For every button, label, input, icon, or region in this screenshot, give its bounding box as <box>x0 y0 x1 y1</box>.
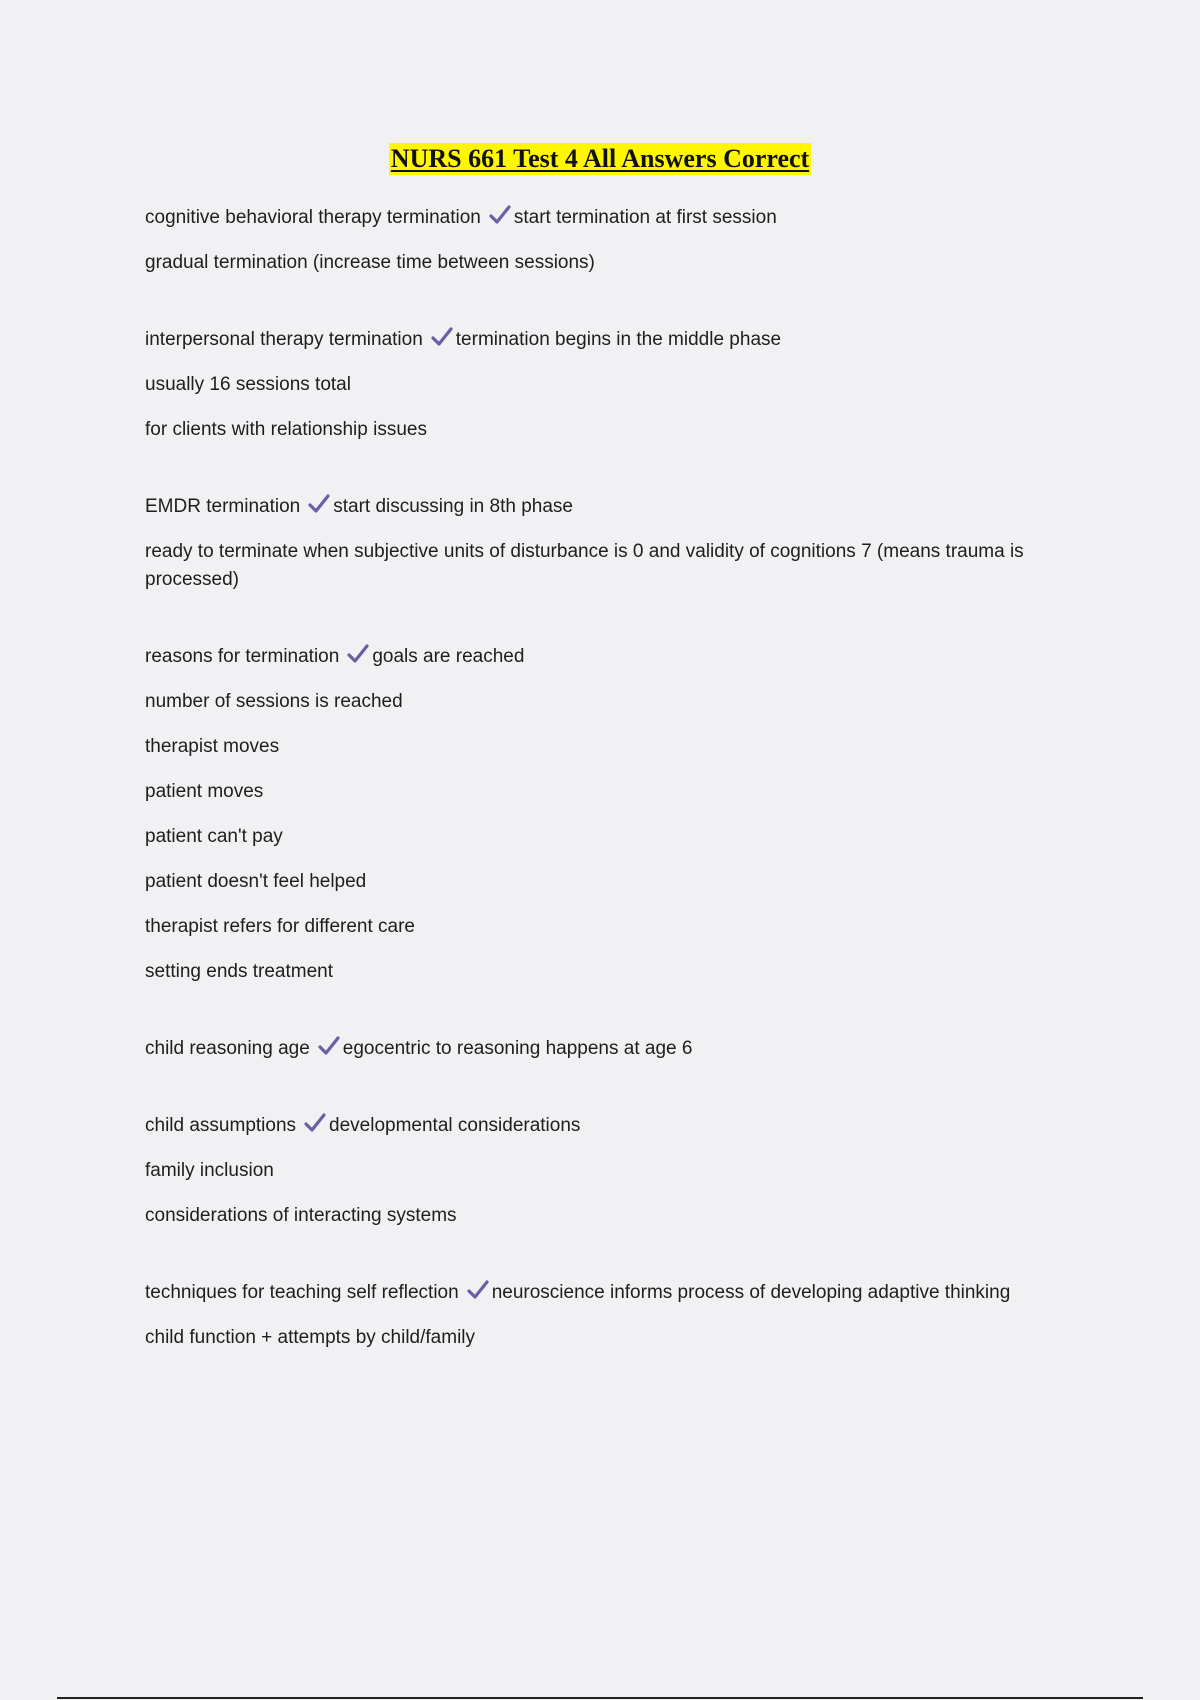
check-icon <box>430 326 454 348</box>
check-icon <box>317 1035 341 1057</box>
answer-extra-line: therapist moves <box>145 736 280 757</box>
answer-extra-line: considerations of interacting systems <box>145 1205 457 1226</box>
term-text: EMDR termination <box>145 496 301 517</box>
answer-text: start discussing in 8th phase <box>333 496 573 517</box>
check-icon <box>466 1279 490 1301</box>
answer-extra-line: gradual termination (increase time between sessions) <box>145 252 595 273</box>
answer-extra-line: for clients with relationship issues <box>145 419 427 440</box>
term-line <box>145 1279 1035 1307</box>
answer-text: developmental considerations <box>329 1115 581 1136</box>
flashcard <box>145 326 1035 444</box>
document-title: NURS 661 Test 4 All Answers Correct <box>390 144 810 173</box>
flashcard <box>145 204 1035 277</box>
answer-extra-line: child function + attempts by child/family <box>145 1327 476 1348</box>
term-line <box>145 643 1035 671</box>
answer-extra-line: therapist refers for different care <box>145 916 415 937</box>
flashcard <box>145 1112 1035 1230</box>
flashcard <box>145 643 1035 986</box>
term-text: child assumptions <box>145 1115 297 1136</box>
check-icon <box>307 493 331 515</box>
term-text: interpersonal therapy termination <box>145 329 423 350</box>
term-text: techniques for teaching self reflection <box>145 1282 459 1303</box>
answer-extra-line: ready to terminate when subjective units of disturbance is 0 and validity of cognitions 7 (means trauma is processed) <box>145 541 1024 590</box>
flashcard <box>145 1279 1035 1352</box>
answer-text: egocentric to reasoning happens at age 6 <box>342 1038 693 1059</box>
answer-extra-line: setting ends treatment <box>145 961 333 982</box>
answer-extra-line: patient doesn't feel helped <box>145 871 367 892</box>
check-icon <box>346 643 370 665</box>
answer-text: goals are reached <box>372 646 525 667</box>
term-line <box>145 1035 1035 1063</box>
answer-extra-line: family inclusion <box>145 1160 274 1181</box>
term-text: cognitive behavioral therapy termination <box>145 207 481 228</box>
title-wrapper <box>0 143 1200 175</box>
flashcard <box>145 1035 1035 1063</box>
flashcard <box>145 493 1035 594</box>
answer-text: termination begins in the middle phase <box>455 329 782 350</box>
answer-extra-line: patient moves <box>145 781 264 802</box>
page-bottom-rule <box>57 1697 1143 1699</box>
answer-text: start termination at first session <box>513 207 777 228</box>
term-line <box>145 1112 1035 1140</box>
term-line <box>145 326 1035 354</box>
answer-extra-line: usually 16 sessions total <box>145 374 351 395</box>
term-line <box>145 204 1035 232</box>
term-text: child reasoning age <box>145 1038 310 1059</box>
answer-extra-line: patient can't pay <box>145 826 283 847</box>
check-icon <box>303 1112 327 1134</box>
check-icon <box>488 204 512 226</box>
term-line <box>145 493 1035 521</box>
answer-extra-line: number of sessions is reached <box>145 691 403 712</box>
term-text: reasons for termination <box>145 646 340 667</box>
answer-text: neuroscience informs process of developing adaptive thinking <box>491 1282 1011 1303</box>
flashcard-list <box>145 204 1035 1401</box>
